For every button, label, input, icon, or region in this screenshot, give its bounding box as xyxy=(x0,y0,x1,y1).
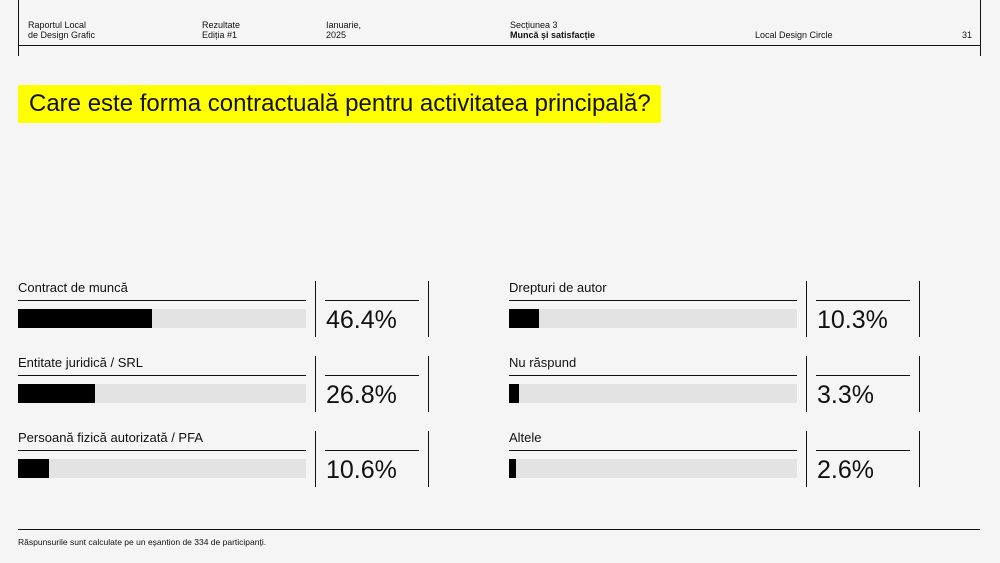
report-name-line1: Raportul Local xyxy=(28,20,87,30)
value-divider-left xyxy=(806,356,807,412)
category-rule xyxy=(18,375,306,376)
bar xyxy=(509,309,539,328)
value-label: 3.3% xyxy=(817,381,874,409)
value-divider-right xyxy=(428,281,429,337)
value-divider-left xyxy=(315,356,316,412)
category-label: Persoană fizică autorizată / PFA xyxy=(18,430,203,445)
value-divider-right xyxy=(919,356,920,412)
section-number: Secțiunea 3 xyxy=(510,20,558,30)
value-label: 10.3% xyxy=(817,306,888,334)
bar xyxy=(18,309,152,328)
category-label: Altele xyxy=(509,430,542,445)
value-label: 46.4% xyxy=(326,306,397,334)
footnote: Răspunsurile sunt calculate pe un eșantion de 334 de participanți. xyxy=(18,537,267,547)
category-label: Entitate juridică / SRL xyxy=(18,355,144,370)
category-rule xyxy=(509,375,797,376)
bar xyxy=(18,384,95,403)
results-edition xyxy=(202,20,240,40)
value-label: 10.6% xyxy=(326,456,397,484)
report-date xyxy=(326,20,361,40)
bar xyxy=(509,384,519,403)
value-divider-left xyxy=(806,281,807,337)
results-line1: Rezultate xyxy=(202,20,241,30)
value-divider-right xyxy=(919,431,920,487)
bar-track xyxy=(18,384,306,403)
bar xyxy=(18,459,49,478)
results-line2: Ediția #1 xyxy=(202,30,238,40)
value-divider-right xyxy=(919,281,920,337)
category-rule xyxy=(509,300,797,301)
category-label: Contract de muncă xyxy=(18,280,128,295)
bar-track xyxy=(18,459,306,478)
bar-track xyxy=(509,309,797,328)
report-name-line2: de Design Grafic xyxy=(28,30,96,40)
value-rule xyxy=(325,450,419,451)
section-info xyxy=(510,20,595,40)
value-divider-right xyxy=(428,356,429,412)
value-divider-left xyxy=(806,431,807,487)
bar-track xyxy=(509,459,797,478)
category-rule xyxy=(18,450,306,451)
category-rule xyxy=(18,300,306,301)
value-rule xyxy=(325,375,419,376)
bar xyxy=(509,459,516,478)
header-divider-right xyxy=(980,0,981,56)
header-divider-left xyxy=(18,0,19,56)
value-label: 2.6% xyxy=(817,456,874,484)
footer-rule xyxy=(18,529,980,530)
organization-name: Local Design Circle xyxy=(755,30,833,40)
value-rule xyxy=(325,300,419,301)
category-rule xyxy=(509,450,797,451)
value-rule xyxy=(816,300,910,301)
category-label: Drepturi de autor xyxy=(509,280,607,295)
value-rule xyxy=(816,450,910,451)
date-line2: 2025 xyxy=(326,30,347,40)
value-divider-right xyxy=(428,431,429,487)
value-label: 26.8% xyxy=(326,381,397,409)
bar-track xyxy=(18,309,306,328)
bar-track xyxy=(509,384,797,403)
section-title: Muncă și satisfacție xyxy=(510,30,596,40)
value-divider-left xyxy=(315,281,316,337)
report-name xyxy=(28,20,95,40)
page-number: 31 xyxy=(962,30,973,40)
question-title: Care este forma contractuală pentru activitatea principală? xyxy=(18,85,661,123)
value-rule xyxy=(816,375,910,376)
category-label: Nu răspund xyxy=(509,355,577,370)
value-divider-left xyxy=(315,431,316,487)
header-rule xyxy=(18,45,980,46)
date-line1: Ianuarie, xyxy=(326,20,362,30)
